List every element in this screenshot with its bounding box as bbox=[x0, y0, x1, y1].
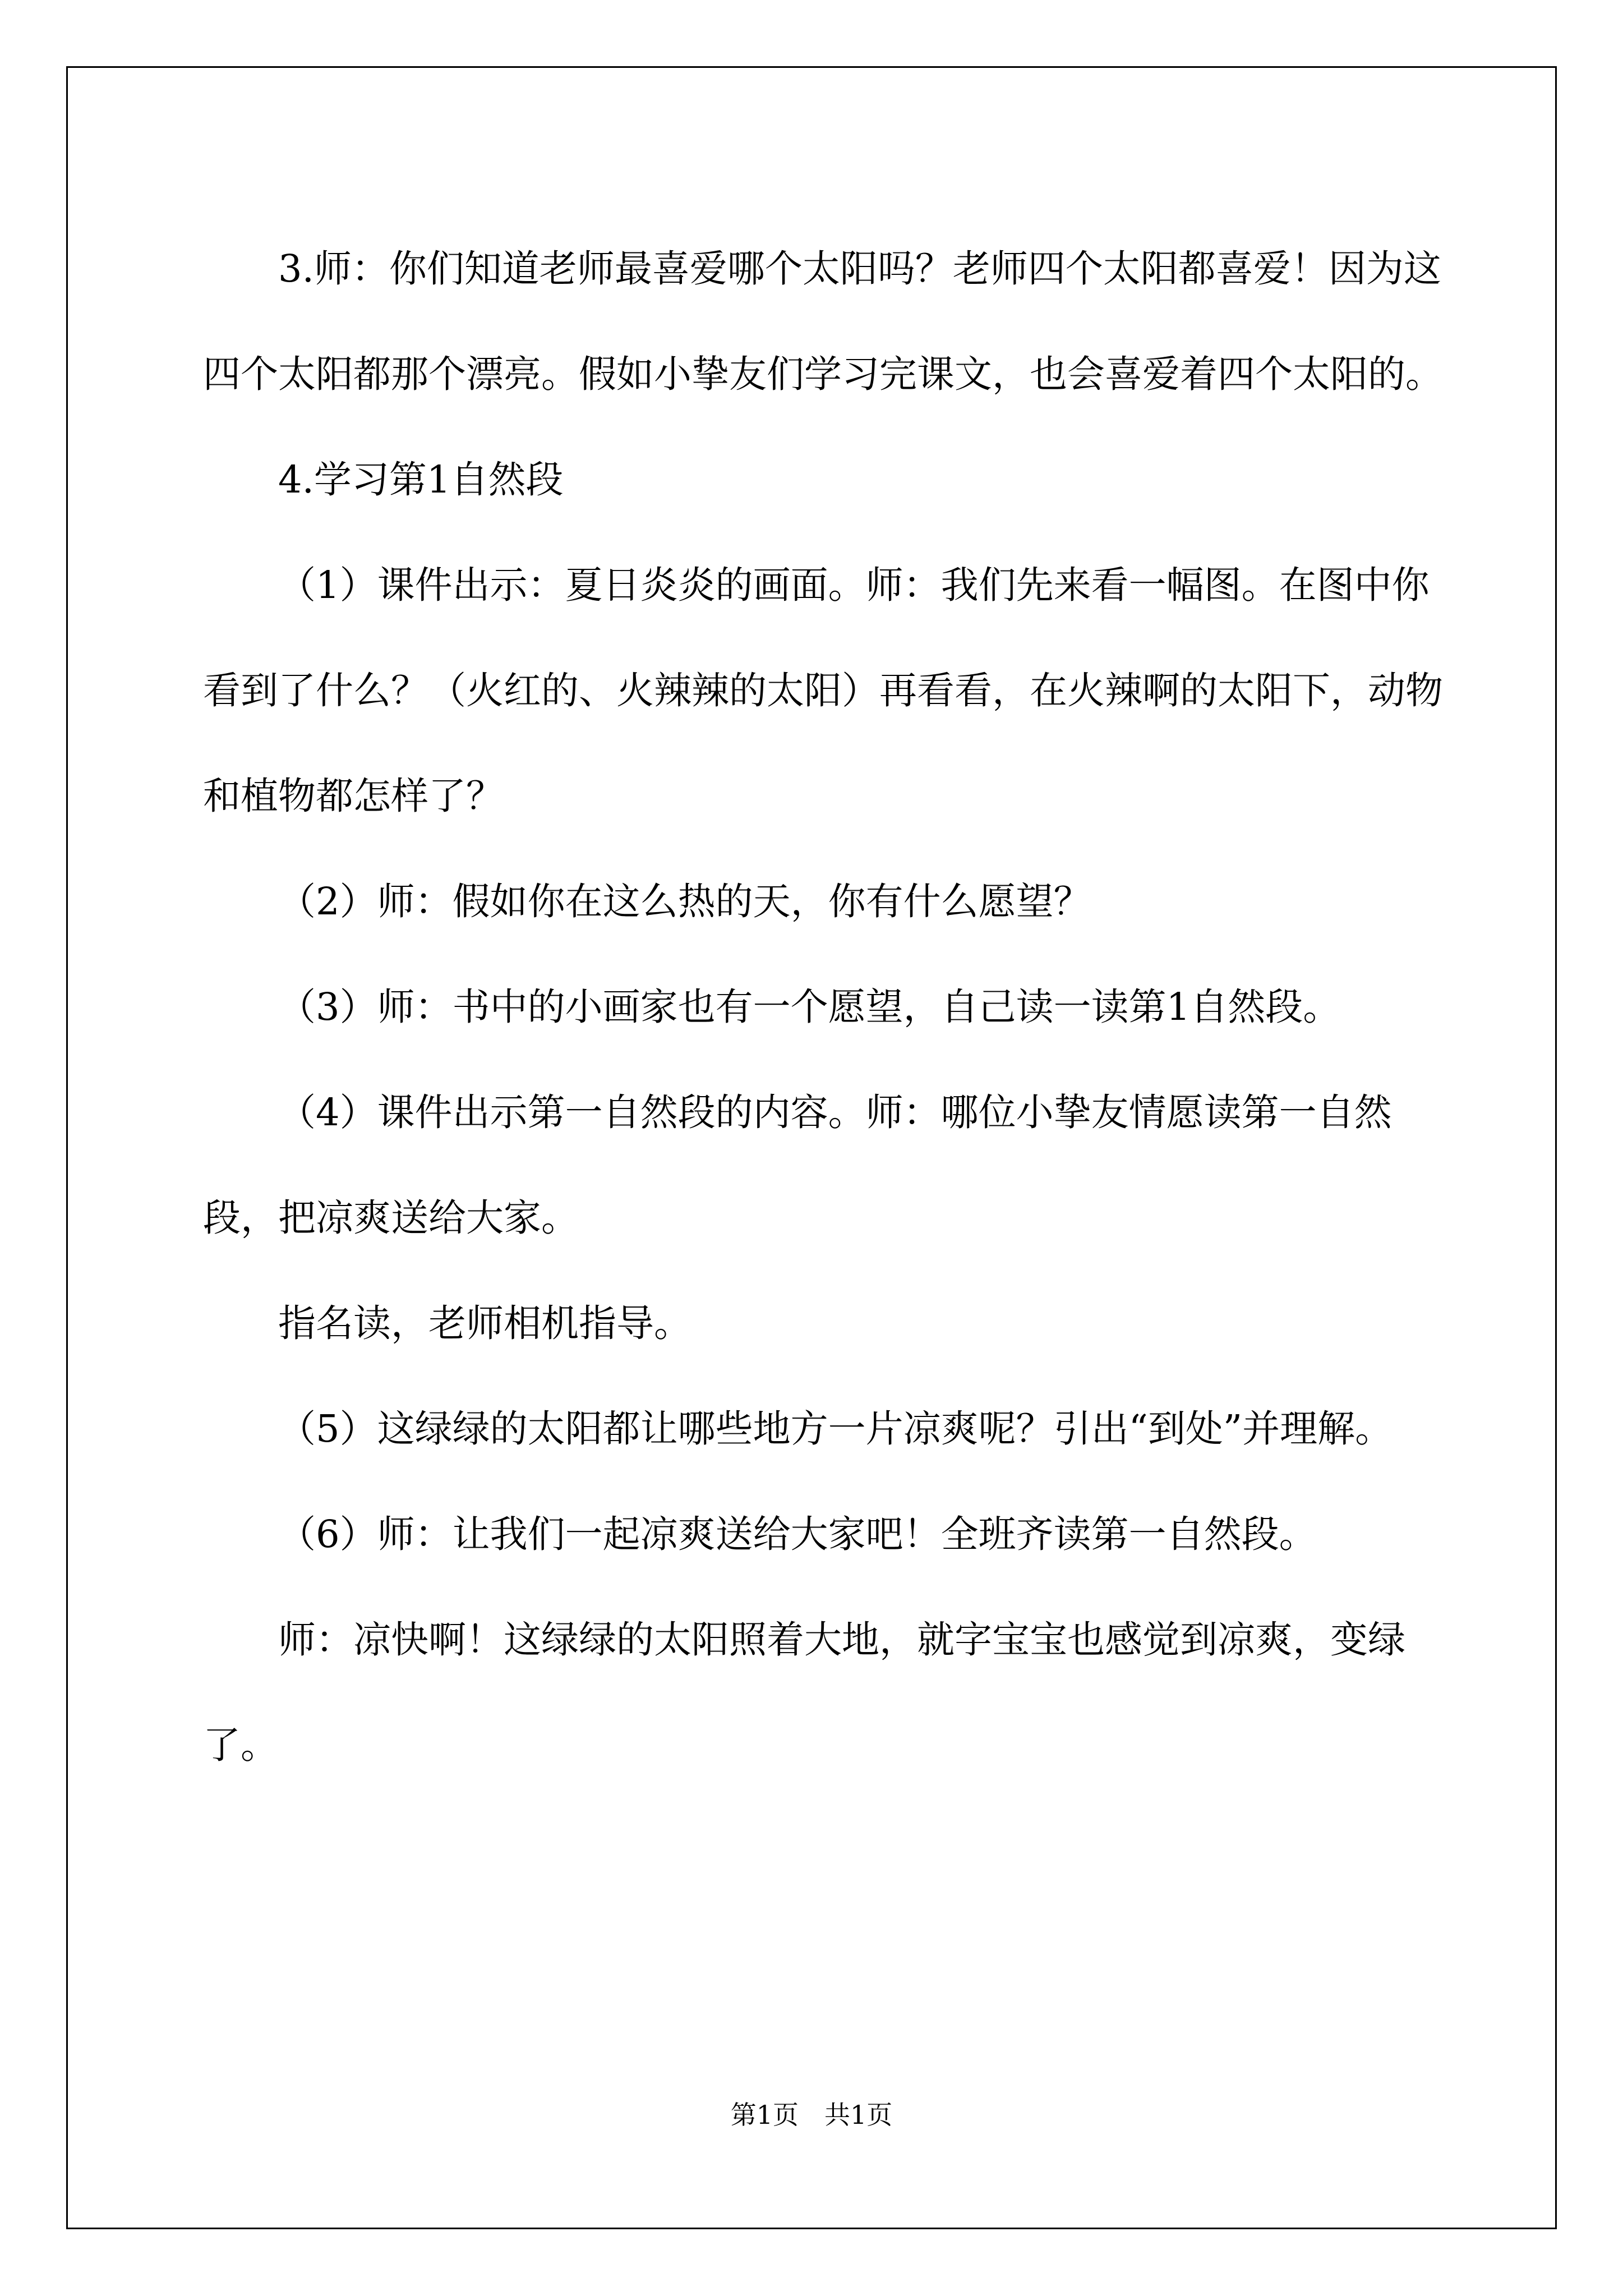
page-footer: 第1页 共1页 bbox=[730, 2100, 893, 2130]
paragraph-10: 师：凉快啊！这绿绿的太阳照着大地，就字宝宝也感觉到凉爽，变绿了。 bbox=[203, 1618, 1405, 1767]
paragraph-6: （4）课件出示第一自然段的内容。师：哪位小挚友情愿读第一自然段，把凉爽送给大家。 bbox=[203, 1091, 1392, 1240]
document-body bbox=[203, 216, 1448, 1798]
paragraph-1: 3.师：你们知道老师最喜爱哪个太阳吗？老师四个太阳都喜爱！因为这四个太阳都那个漂亮。假如小挚友们学习完课文，也会喜爱着四个太阳的。 bbox=[203, 247, 1443, 396]
paragraph-2: 4.学习第1自然段 bbox=[278, 458, 564, 501]
paragraph-5: （3）师：书中的小画家也有一个愿望，自己读一读第1自然段。 bbox=[278, 985, 1341, 1029]
paragraph-3: （1）课件出示：夏日炎炎的画面。师：我们先来看一幅图。在图中你看到了什么？（火红的、火辣辣的太阳）再看看，在火辣啊的太阳下，动物和植物都怎样了？ bbox=[203, 563, 1443, 818]
paragraph-9: （6）师：让我们一起凉爽送给大家吧！全班齐读第一自然段。 bbox=[278, 1512, 1317, 1556]
paragraph-8: （5）这绿绿的太阳都让哪些地方一片凉爽呢？引出“到处”并理解。 bbox=[278, 1407, 1393, 1451]
paragraph-4: （2）师：假如你在这么热的天，你有什么愿望？ bbox=[278, 880, 1091, 923]
paragraph-7: 指名读，老师相机指导。 bbox=[278, 1301, 691, 1345]
